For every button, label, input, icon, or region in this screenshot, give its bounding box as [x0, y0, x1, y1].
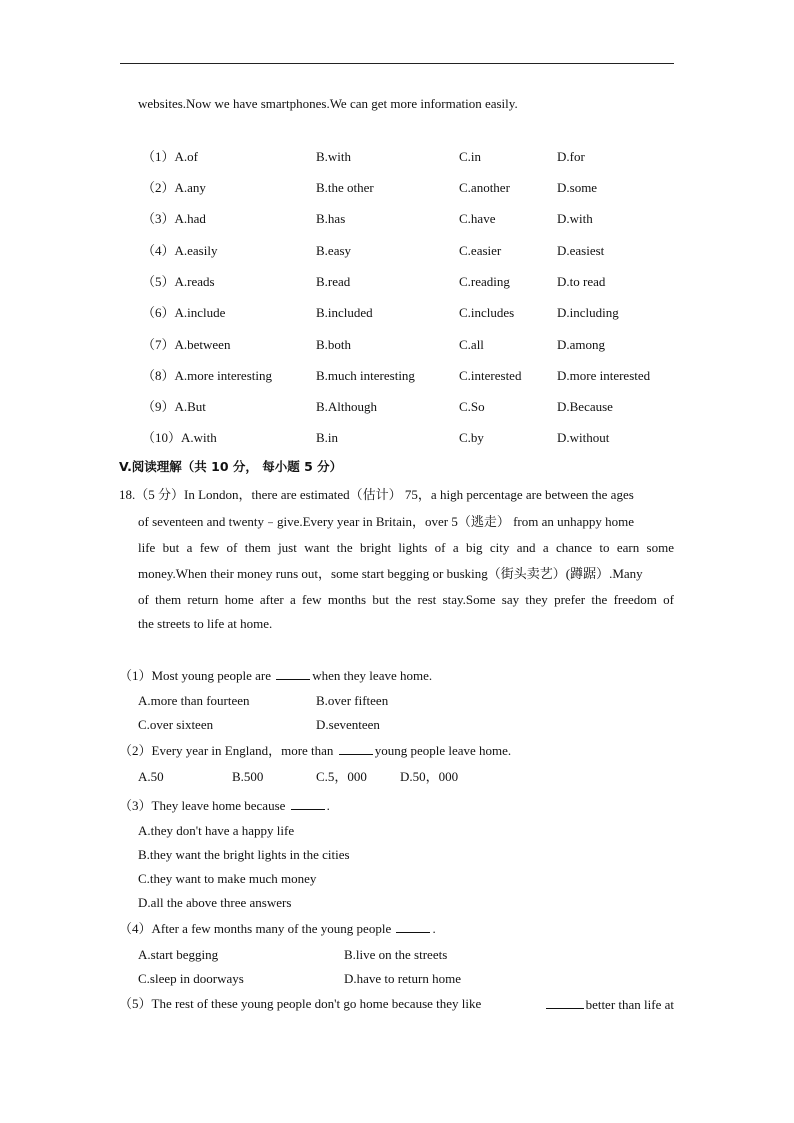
cloze-option-row [0, 274, 794, 290]
cloze-option-b: B.both [316, 337, 352, 352]
cloze-option-a: （7）A.between [142, 337, 231, 352]
question-4-option-b: B.live on the streets [344, 947, 448, 962]
answer-blank [339, 742, 373, 755]
question-5-stem-end: better than life at [585, 997, 674, 1012]
cloze-option-d: D.for [557, 149, 585, 164]
question-3-option-d: D.all the above three answers [138, 895, 292, 910]
question-2-stem-start: （2）Every year in England，more than [119, 743, 337, 758]
question-2-option-c: C.5，000 [316, 769, 367, 784]
cloze-option-a: （6）A.include [142, 305, 226, 320]
question-1-stem [119, 667, 432, 684]
question-1-option-d: D.seventeen [316, 717, 380, 732]
cloze-option-row [0, 305, 794, 321]
question-1-option-b: B.over fifteen [316, 693, 389, 708]
question-4-stem [119, 920, 436, 937]
section-title: V.阅读理解（共 10 分， 每小题 5 分） [119, 459, 343, 474]
question-3-option-b: B.they want the bright lights in the cities [138, 847, 350, 862]
cloze-option-d: D.including [557, 305, 619, 320]
cloze-option-d: D.Because [557, 399, 613, 414]
cloze-option-a: （9）A.But [142, 399, 206, 414]
cloze-option-row [0, 430, 794, 446]
cloze-option-c: C.by [459, 430, 484, 445]
answer-blank [396, 920, 430, 933]
cloze-option-c: C.easier [459, 243, 502, 258]
cloze-option-b: B.the other [316, 180, 374, 195]
cloze-option-row [0, 399, 794, 415]
cloze-option-row [0, 180, 794, 196]
question-4-option-c: C.sleep in doorways [138, 971, 244, 986]
cloze-option-c: C.interested [459, 368, 522, 383]
question-5-stem [119, 996, 674, 1013]
cloze-option-d: D.without [557, 430, 610, 445]
question-4-stem-end: . [432, 921, 436, 936]
question-1-stem-end: when they leave home. [312, 668, 433, 683]
cloze-option-c: C.reading [459, 274, 510, 289]
cloze-option-a: （8）A.more interesting [142, 368, 272, 383]
passage-line-6: the streets to life at home. [138, 616, 273, 631]
cloze-option-c: C.includes [459, 305, 515, 320]
cloze-option-b: B.with [316, 149, 352, 164]
cloze-option-b: B.included [316, 305, 373, 320]
question-3-option-a: A.they don't have a happy life [138, 823, 295, 838]
cloze-option-row [0, 368, 794, 384]
question-3-stem-end: . [326, 798, 330, 813]
answer-blank [276, 667, 310, 680]
cloze-option-a: （4）A.easily [142, 243, 218, 258]
cloze-option-d: D.among [557, 337, 606, 352]
question-4-option-d: D.have to return home [344, 971, 461, 986]
question-5-stem-tail [544, 996, 674, 1013]
passage-line-4: money.When their money runs out，some start begging or busking（街头卖艺）(蹲踞）.Many [138, 566, 643, 581]
question-4-option-a: A.start begging [138, 947, 219, 962]
question-2-stem [119, 742, 511, 759]
question-1-option-c: C.over sixteen [138, 717, 214, 732]
question-3-stem-start: （3）They leave home because [119, 798, 289, 813]
cloze-option-a: （1）A.of [142, 149, 198, 164]
question-1-stem-start: （1）Most young people are [119, 668, 275, 683]
cloze-option-row [0, 211, 794, 227]
question-3-option-c: C.they want to make much money [138, 871, 317, 886]
intro-line: websites.Now we have smartphones.We can get more information easily. [138, 96, 518, 111]
passage-line-3: life but a few of them just want the bright lights of a big city and a chance to earn some [138, 540, 674, 555]
cloze-option-a: （3）A.had [142, 211, 206, 226]
cloze-option-a: （10）A.with [142, 430, 217, 445]
cloze-option-c: C.in [459, 149, 482, 164]
cloze-option-c: C.have [459, 211, 496, 226]
cloze-option-b: B.read [316, 274, 351, 289]
cloze-option-a: （2）A.any [142, 180, 206, 195]
passage-line-5: of them return home after a few months but the rest stay.Some say they prefer the freedom of [138, 592, 674, 607]
cloze-option-c: C.So [459, 399, 485, 414]
cloze-option-b: B.easy [316, 243, 352, 258]
cloze-option-a: （5）A.reads [142, 274, 215, 289]
answer-blank [291, 797, 325, 810]
question-5-stem-start: （5）The rest of these young people don't go home because they like [119, 996, 482, 1011]
question-1-option-a: A.more than fourteen [138, 693, 250, 708]
question-2-option-a: A.50 [138, 769, 164, 784]
cloze-option-b: B.has [316, 211, 346, 226]
passage-line-1: 18.（5 分）In London，there are estimated（估计） 75，a high percentage are between the ages [119, 487, 634, 502]
cloze-option-d: D.more interested [557, 368, 651, 383]
question-2-option-d: D.50，000 [400, 769, 459, 784]
cloze-option-d: D.easiest [557, 243, 605, 258]
cloze-option-d: D.with [557, 211, 593, 226]
cloze-option-d: D.to read [557, 274, 606, 289]
passage-line-2: of seventeen and twenty﹣give.Every year in Britain，over 5（逃走） from an unhappy home [138, 514, 635, 529]
cloze-option-d: D.some [557, 180, 598, 195]
cloze-option-c: C.all [459, 337, 484, 352]
cloze-option-row [0, 337, 794, 353]
cloze-option-c: C.another [459, 180, 510, 195]
question-3-stem [119, 797, 330, 814]
cloze-option-row [0, 243, 794, 259]
cloze-option-b: B.Although [316, 399, 378, 414]
question-4-stem-start: （4）After a few months many of the young people [119, 921, 395, 936]
cloze-option-row [0, 149, 794, 165]
answer-blank [546, 996, 584, 1009]
question-2-stem-end: young people leave home. [374, 743, 512, 758]
cloze-option-b: B.in [316, 430, 339, 445]
cloze-option-b: B.much interesting [316, 368, 415, 383]
header-rule [120, 63, 674, 64]
question-2-option-b: B.500 [232, 769, 264, 784]
